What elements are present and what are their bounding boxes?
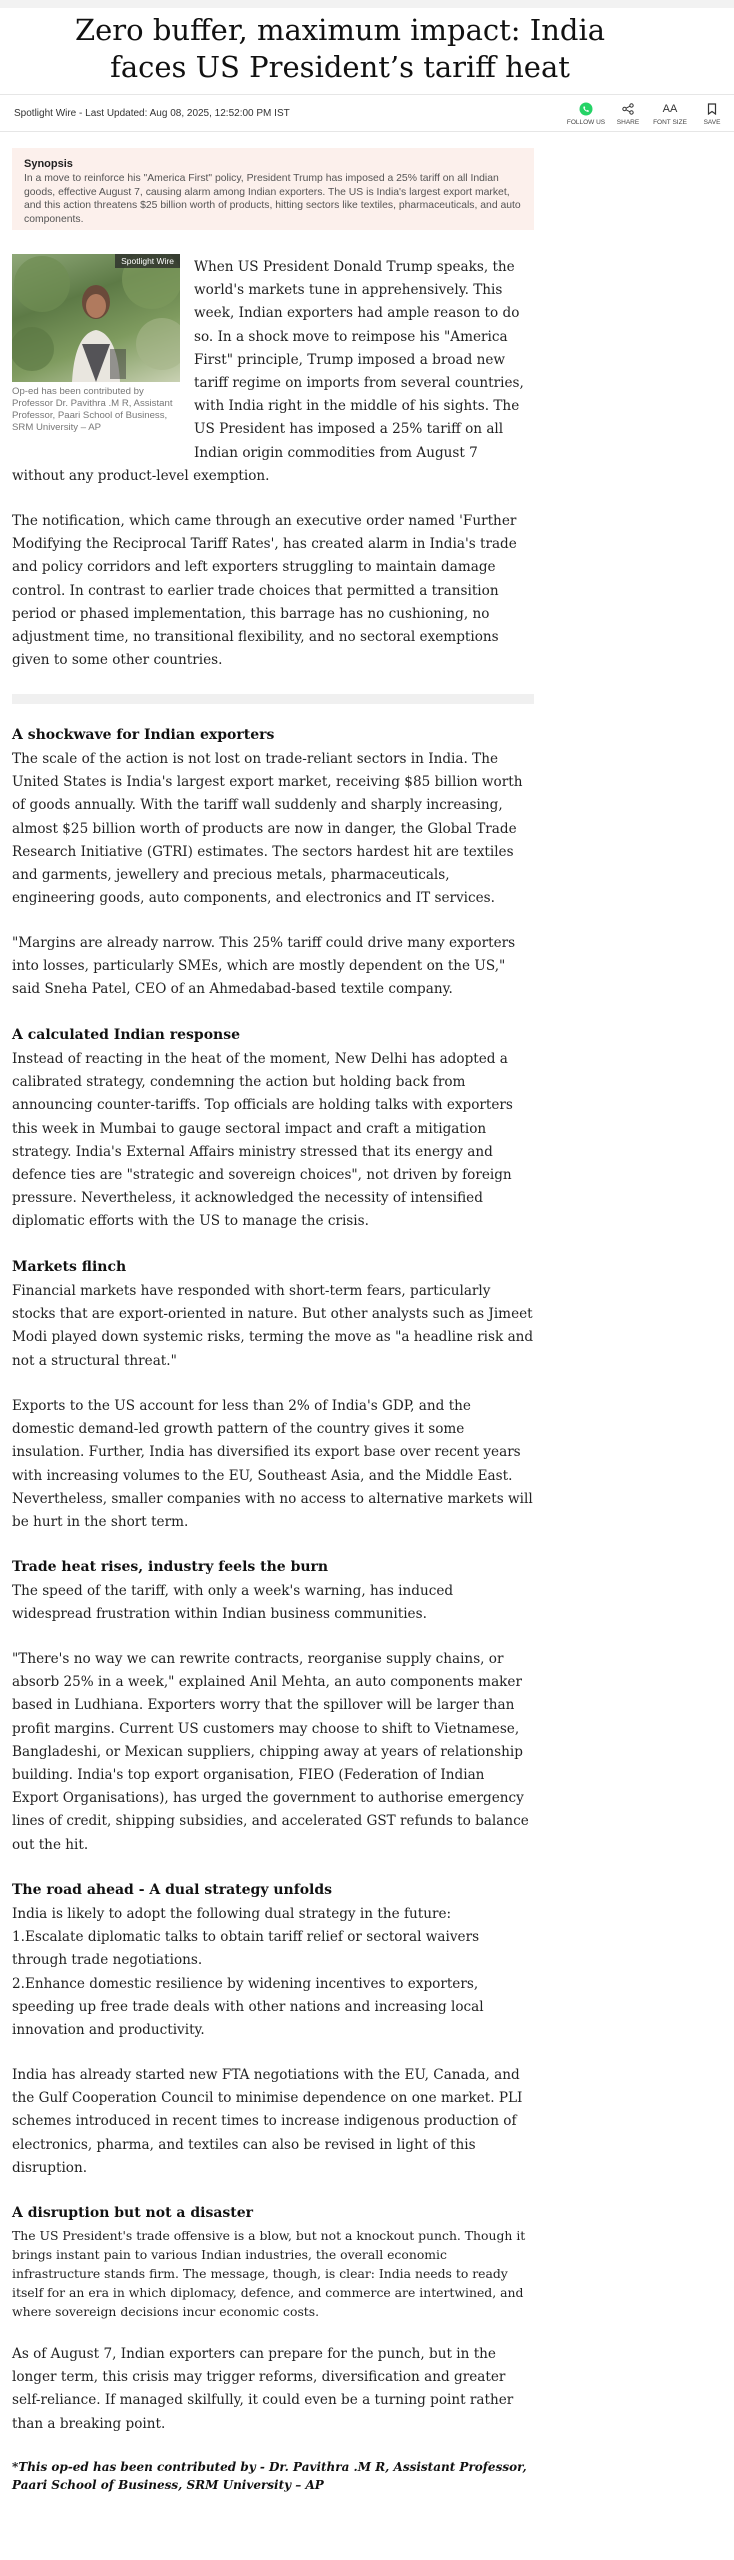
heading-indian-response: A calculated Indian response xyxy=(12,1027,240,1043)
synopsis-box xyxy=(12,148,534,230)
article-paragraph-13: As of August 7, Indian exporters can prepare for the punch, but in the longer term, this crisis may trigger reforms, diversification and greater self-reliance. If managed skilfully, it could even be a turning point rather than a breaking point. xyxy=(12,2346,514,2432)
save-label: SAVE xyxy=(703,119,721,126)
heading-trade-heat: Trade heat rises, industry feels the burn xyxy=(12,1559,329,1575)
article-paragraph-9: "There's no way we can rewrite contracts, reorganise supply chains, or absorb 25% in a week," explained Anil Mehta, an auto components maker based in Ludhiana. Exporters worry that the spillover will be larger than profit margins. Current US customers may choose to shift to Vietnamese, Bangladeshi, or Mexican suppliers, chipping away at years of relationship building. India's top export organisation, FIEO (Federation of Indian Export Organisations), has urged the government to authorise emergency lines of credit, shipping subsidies, and accelerated GST refunds to balance out the hit. xyxy=(12,1651,529,1853)
article-paragraph-5: Instead of reacting in the heat of the moment, New Delhi has adopted a calibrated strategy, condemning the action but holding back from announcing counter-tariffs. Top officials are holding talks with exporters this week in Mumbai to gauge sectoral impact and craft a mitigation strategy. India's External Affairs ministry stressed that its energy and defence ties are "strategic and sovereign choices", not driven by foreign pressure. Nevertheless, it acknowledged the necessity of intensified diplomatic efforts with the US to manage the crisis. xyxy=(12,1051,513,1230)
heading-markets-flinch: Markets flinch xyxy=(12,1259,127,1275)
save-button[interactable] xyxy=(694,101,730,129)
share-label: SHARE xyxy=(616,119,640,126)
strategy-list xyxy=(12,1903,534,2042)
meta-bar xyxy=(0,94,734,132)
article-paragraph-12: The US President's trade offensive is a blow, but not a knockout punch. Though it brings instant pain to various Indian industries, the overall economic infrastructure stands firm. The message, though, is clear: India needs to ready itself for an era in which diplomacy, defence, and commerce are intertwined, and where sovereign decisions incur economic costs. xyxy=(12,2228,526,2319)
follow-us-button[interactable] xyxy=(568,101,604,129)
top-strip xyxy=(0,0,734,8)
strategy-intro: India is likely to adopt the following dual strategy in the future: xyxy=(12,1906,452,1922)
contributor-note xyxy=(12,2458,534,2494)
article-paragraph-7: Exports to the US account for less than 2% of India's GDP, and the domestic demand-led growth pattern of the country gives it some insulation. Further, India has diversified its export base over recent years with increasing volumes to the EU, Southeast Asia, and the Middle East. Nevertheless, smaller companies with no access to alternative markets will be hurt in the short term. xyxy=(12,1398,533,1531)
article-paragraph-11: India has already started new FTA negotiations with the EU, Canada, and the Gulf Cooperation Council to minimise dependence on one market. PLI schemes introduced in recent times to increase indigenous production of electronics, pharma, and textiles can also be revised in light of this disruption. xyxy=(12,2067,523,2176)
whatsapp-icon xyxy=(579,101,593,117)
author-photo-block xyxy=(12,254,180,434)
font-size-icon: AA xyxy=(662,103,678,115)
synopsis-title: Synopsis xyxy=(24,158,73,170)
article-paragraph-3: The scale of the action is not lost on trade-reliant sectors in India. The United States is India's largest export market, receiving $85 billion worth of goods annually. With the tariff wall suddenly and sharply increasing, almost $25 billion worth of products are now in danger, the Global Trade Research Initiative (GTRI) estimates. The sectors hardest hit are textiles and garments, jewellery and precious metals, pharmaceuticals, engineering goods, auto components, and electronics and IT services. xyxy=(12,751,523,907)
paragraph-1-text: When US President Donald Trump speaks, the world's markets tune in apprehensively. This week, Indian exporters had ample reason to do so. In a shock move to reimpose his "America First" principle, Trump imposed a broad new tariff regime on imports from several countries, with India right in the middle of his sights. The US President has imposed a 25% tariff on all Indian origin commodities from August 7 without any product-level exemption. xyxy=(12,259,524,484)
share-icon xyxy=(622,101,634,117)
strategy-item-2: 2.Enhance domestic resilience by widening incentives to exporters, speeding up free trade deals with other nations and increasing local innovation and productivity. xyxy=(12,1975,484,2039)
article-paragraph-4: "Margins are already narrow. This 25% tariff could drive many exporters into losses, particularly SMEs, which are mostly dependent on the US," said Sneha Patel, CEO of an Ahmedabad-based textile company. xyxy=(12,935,516,998)
article-paragraph-2: The notification, which came through an executive order named 'Further Modifying the Reciprocal Tariff Rates', has created alarm in India's trade and policy corridors and left exporters struggling to maintain damage control. In contrast to earlier trade choices that permitted a transition period or phased implementation, this barrage has no cushioning, no adjustment time, no transitional flexibility, and no sectoral exemptions given to some other countries. xyxy=(12,513,517,669)
follow-us-label: FOLLOW US xyxy=(566,119,606,126)
share-button[interactable] xyxy=(610,101,646,129)
article-paragraph-6: Financial markets have responded with short-term fears, particularly stocks that are export-oriented in nature. But other analysts such as Jimeet Modi played down systemic risks, terming the move as "a headline risk and not a structural threat." xyxy=(12,1283,534,1369)
photo-source-tag: Spotlight Wire xyxy=(115,254,180,268)
author-photo xyxy=(12,254,180,382)
font-size-button[interactable] xyxy=(652,101,688,129)
heading-shockwave: A shockwave for Indian exporters xyxy=(12,727,275,743)
font-size-label: FONT SIZE xyxy=(653,119,687,126)
photo-caption: Op-ed has been contributed by Professor Dr. Pavithra .M R, Assistant Professor, Paari School of Business, SRM University – AP xyxy=(12,386,173,433)
article-title: Zero buffer, maximum impact: India faces US President’s tariff heat xyxy=(74,13,606,84)
bookmark-icon xyxy=(707,101,717,117)
section-divider xyxy=(12,694,534,704)
strategy-item-1: 1.Escalate diplomatic talks to obtain tariff relief or sectoral waivers through trade negotiations. xyxy=(12,1929,480,1969)
synopsis-text: In a move to reinforce his "America First" policy, President Trump has imposed a 25% tariff on all Indian goods, effective August 7, causing alarm among Indian exporters. The US is India's largest export market, and this action threatens $25 billion worth of products, hitting sectors like textiles, pharmaceuticals, and auto components. xyxy=(24,173,521,225)
contributor-note-text: *This op-ed has been contributed by - Dr. Pavithra .M R, Assistant Professor, Paari School of Business, SRM University – AP xyxy=(12,2460,527,2492)
heading-disruption: A disruption but not a disaster xyxy=(12,2205,254,2221)
article-paragraph-8: The speed of the tariff, with only a week's warning, has induced widespread frustration within Indian business communities. xyxy=(12,1583,454,1623)
article-actions xyxy=(568,101,730,129)
heading-road-ahead: The road ahead - A dual strategy unfolds xyxy=(12,1882,333,1898)
byline-timestamp: Spotlight Wire - Last Updated: Aug 08, 2025, 12:52:00 PM IST xyxy=(14,108,290,119)
